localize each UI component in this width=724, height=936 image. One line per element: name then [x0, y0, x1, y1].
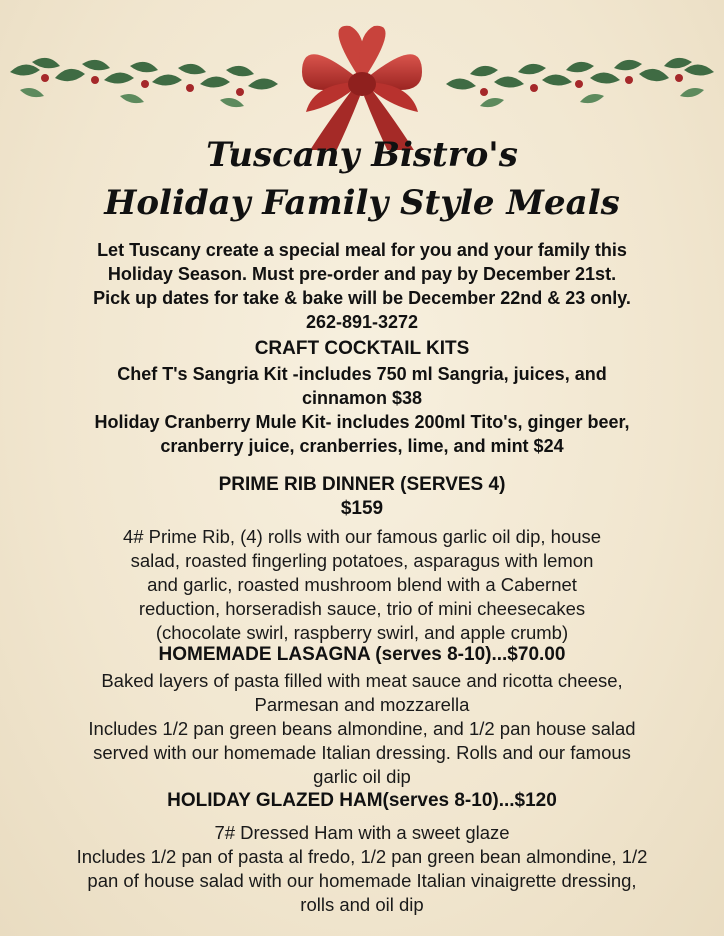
restaurant-title: Tuscany Bistro's [206, 135, 518, 175]
lasagna-line: Parmesan and mozzarella [254, 694, 470, 715]
cocktail-line: cinnamon $38 [301, 388, 423, 408]
cocktail-line: Holiday Cranberry Mule Kit- includes 200ml Tito's, ginger beer, [94, 412, 630, 432]
phone-number: 262-891-3272 [305, 312, 419, 332]
prime-rib-line: reduction, horseradish sauce, trio of mini cheesecakes [138, 598, 586, 619]
ham-line: 7# Dressed Ham with a sweet glaze [214, 822, 510, 843]
menu-title: Holiday Family Style Meals [104, 183, 620, 223]
intro-line: Let Tuscany create a special meal for you and your family this [97, 240, 627, 260]
holly-garland-with-bow [0, 20, 724, 150]
cocktail-line: Chef T's Sangria Kit -includes 750 ml Sangria, juices, and [117, 364, 607, 384]
lasagna-line: Includes 1/2 pan green beans almondine, and 1/2 pan house salad [88, 718, 636, 739]
prime-rib-line: (chocolate swirl, raspberry swirl, and apple crumb) [155, 622, 569, 643]
lasagna-line: garlic oil dip [313, 766, 411, 787]
ham-line: pan of house salad with our homemade Italian vinaigrette dressing, [87, 870, 637, 891]
prime-rib-price: $159 [340, 498, 384, 519]
ham-line: Includes 1/2 pan of pasta al fredo, 1/2 pan green bean almondine, 1/2 [76, 846, 648, 867]
lasagna-heading: HOMEMADE LASAGNA (serves 8-10)...$70.00 [158, 644, 566, 665]
intro-line: Pick up dates for take & bake will be December 22nd & 23 only. [93, 288, 631, 308]
prime-rib-line: 4# Prime Rib, (4) rolls with our famous garlic oil dip, house [122, 526, 602, 547]
prime-rib-heading: PRIME RIB DINNER (SERVES 4) [218, 474, 506, 495]
cocktail-line: cranberry juice, cranberries, lime, and mint $24 [160, 436, 564, 456]
ham-line: rolls and oil dip [300, 894, 424, 915]
prime-rib-line: salad, roasted fingerling potatoes, asparagus with lemon [130, 550, 594, 571]
prime-rib-line: and garlic, roasted mushroom blend with a Cabernet [147, 574, 577, 595]
lasagna-line: served with our homemade Italian dressing. Rolls and our famous [93, 742, 631, 763]
cocktails-heading: CRAFT COCKTAIL KITS [254, 338, 470, 359]
intro-line: Holiday Season. Must pre-order and pay by December 21st. [107, 264, 617, 284]
red-bow [302, 26, 422, 150]
lasagna-line: Baked layers of pasta filled with meat sauce and ricotta cheese, [101, 670, 623, 691]
ham-heading: HOLIDAY GLAZED HAM(serves 8-10)...$120 [167, 790, 557, 811]
